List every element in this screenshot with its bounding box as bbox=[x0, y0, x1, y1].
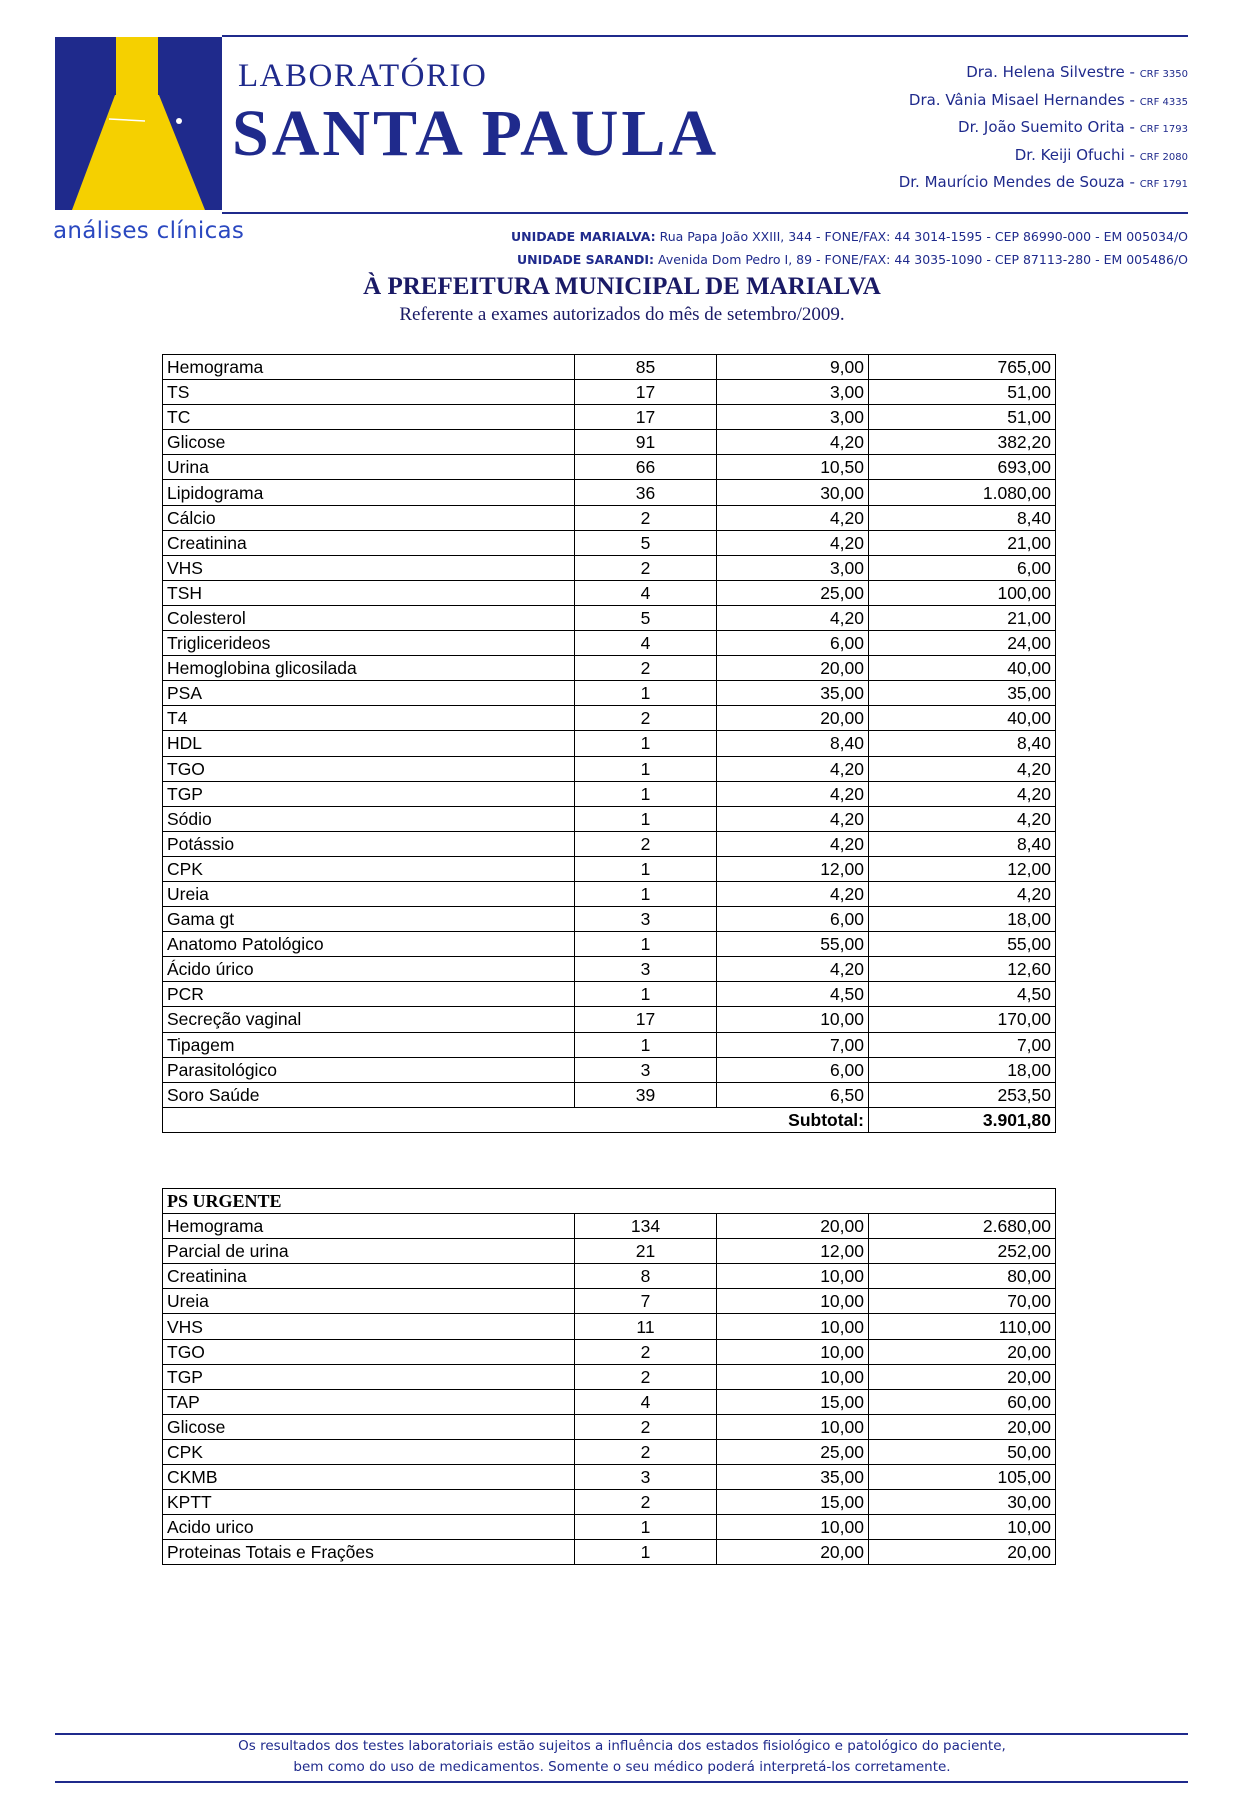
table-row bbox=[163, 530, 1056, 555]
table-row bbox=[163, 1339, 1056, 1364]
subtotal-row bbox=[163, 1107, 1056, 1132]
cell-total: 35,00 bbox=[869, 681, 1056, 706]
cell-qty: 3 bbox=[575, 1465, 717, 1490]
cell-name: Parasitológico bbox=[163, 1057, 575, 1082]
cell-total: 80,00 bbox=[869, 1264, 1056, 1289]
cell-name: Triglicerideos bbox=[163, 631, 575, 656]
unit-address: UNIDADE MARIALVA: Rua Papa João XXIII, 344 - FONE/FAX: 44 3014-1595 - CEP 86990-000 - EM 005034/O bbox=[510, 229, 1188, 244]
cell-unit: 4,20 bbox=[717, 957, 869, 982]
cell-qty: 1 bbox=[575, 781, 717, 806]
cell-total: 8,40 bbox=[869, 731, 1056, 756]
cell-unit: 15,00 bbox=[717, 1490, 869, 1515]
cell-total: 21,00 bbox=[869, 530, 1056, 555]
cell-unit: 4,20 bbox=[717, 605, 869, 630]
table-row bbox=[163, 932, 1056, 957]
table-row bbox=[163, 982, 1056, 1007]
cell-name: Anatomo Patológico bbox=[163, 932, 575, 957]
cell-unit: 4,20 bbox=[717, 881, 869, 906]
cell-name: CPK bbox=[163, 1439, 575, 1464]
footer-disclaimer bbox=[0, 1736, 1244, 1778]
table-row bbox=[163, 380, 1056, 405]
cell-name: VHS bbox=[163, 1314, 575, 1339]
cell-unit: 10,00 bbox=[717, 1364, 869, 1389]
cell-qty: 36 bbox=[575, 480, 717, 505]
table-row bbox=[163, 1439, 1056, 1464]
cell-unit: 4,20 bbox=[717, 831, 869, 856]
table-row bbox=[163, 580, 1056, 605]
cell-qty: 5 bbox=[575, 605, 717, 630]
section-heading: PS URGENTE bbox=[163, 1189, 1056, 1214]
lab-prefix: LABORATÓRIO bbox=[238, 58, 488, 94]
cell-name: Lipidograma bbox=[163, 480, 575, 505]
lab-name: SANTA PAULA bbox=[232, 97, 720, 170]
cell-qty: 1 bbox=[575, 1032, 717, 1057]
cell-qty: 21 bbox=[575, 1239, 717, 1264]
footer-line: bem como do uso de medicamentos. Somente o seu médico poderá interpretá-los corretamente. bbox=[293, 1759, 951, 1775]
cell-total: 4,20 bbox=[869, 881, 1056, 906]
cell-qty: 2 bbox=[575, 1414, 717, 1439]
cell-total: 24,00 bbox=[869, 631, 1056, 656]
cell-unit: 55,00 bbox=[717, 932, 869, 957]
cell-name: TSH bbox=[163, 580, 575, 605]
cell-unit: 9,00 bbox=[717, 355, 869, 380]
cell-unit: 12,00 bbox=[717, 856, 869, 881]
cell-name: Colesterol bbox=[163, 605, 575, 630]
cell-total: 4,20 bbox=[869, 756, 1056, 781]
cell-qty: 85 bbox=[575, 355, 717, 380]
table-row bbox=[163, 1364, 1056, 1389]
cell-qty: 1 bbox=[575, 681, 717, 706]
cell-total: 105,00 bbox=[869, 1465, 1056, 1490]
cell-name: Secreção vaginal bbox=[163, 1007, 575, 1032]
cell-name: T4 bbox=[163, 706, 575, 731]
cell-qty: 39 bbox=[575, 1082, 717, 1107]
cell-unit: 25,00 bbox=[717, 1439, 869, 1464]
cell-name: TAP bbox=[163, 1389, 575, 1414]
cell-name: Creatinina bbox=[163, 530, 575, 555]
table-row bbox=[163, 1057, 1056, 1082]
flask-icon bbox=[55, 37, 222, 210]
cell-unit: 4,20 bbox=[717, 781, 869, 806]
footer-bottom-rule bbox=[55, 1781, 1188, 1783]
cell-total: 18,00 bbox=[869, 907, 1056, 932]
cell-total: 50,00 bbox=[869, 1439, 1056, 1464]
cell-name: Parcial de urina bbox=[163, 1239, 575, 1264]
cell-qty: 2 bbox=[575, 831, 717, 856]
table-row bbox=[163, 1314, 1056, 1339]
cell-total: 18,00 bbox=[869, 1057, 1056, 1082]
table-row bbox=[163, 605, 1056, 630]
cell-unit: 3,00 bbox=[717, 380, 869, 405]
cell-unit: 10,00 bbox=[717, 1414, 869, 1439]
cell-name: KPTT bbox=[163, 1490, 575, 1515]
table-row bbox=[163, 1465, 1056, 1490]
cell-name: PSA bbox=[163, 681, 575, 706]
cell-name: Glicose bbox=[163, 1414, 575, 1439]
cell-total: 51,00 bbox=[869, 380, 1056, 405]
cell-qty: 3 bbox=[575, 1057, 717, 1082]
cell-unit: 4,20 bbox=[717, 430, 869, 455]
cell-qty: 11 bbox=[575, 1314, 717, 1339]
table-row bbox=[163, 505, 1056, 530]
cell-qty: 17 bbox=[575, 1007, 717, 1032]
cell-qty: 7 bbox=[575, 1289, 717, 1314]
cell-total: 4,50 bbox=[869, 982, 1056, 1007]
cell-unit: 4,20 bbox=[717, 756, 869, 781]
cell-unit: 4,20 bbox=[717, 505, 869, 530]
cell-unit: 10,00 bbox=[717, 1314, 869, 1339]
cell-name: Acido urico bbox=[163, 1515, 575, 1540]
cell-name: TC bbox=[163, 405, 575, 430]
lab-logo bbox=[55, 37, 222, 210]
table-row bbox=[163, 731, 1056, 756]
exams-table bbox=[162, 354, 1056, 1133]
cell-unit: 4,20 bbox=[717, 806, 869, 831]
cell-qty: 8 bbox=[575, 1264, 717, 1289]
table-row bbox=[163, 405, 1056, 430]
cell-qty: 134 bbox=[575, 1214, 717, 1239]
subtotal-blank bbox=[163, 1107, 717, 1132]
cell-name: Gama gt bbox=[163, 907, 575, 932]
table-row bbox=[163, 1214, 1056, 1239]
subtotal-value: 3.901,80 bbox=[869, 1107, 1056, 1132]
cell-total: 382,20 bbox=[869, 430, 1056, 455]
cell-name: TS bbox=[163, 380, 575, 405]
cell-unit: 20,00 bbox=[717, 1214, 869, 1239]
footer-line: Os resultados dos testes laboratoriais estão sujeitos a influência dos estados fisiológico e patológico do paciente, bbox=[238, 1738, 1006, 1754]
cell-unit: 4,50 bbox=[717, 982, 869, 1007]
cell-qty: 2 bbox=[575, 1364, 717, 1389]
doctors-list bbox=[899, 60, 1188, 198]
cell-name: Hemograma bbox=[163, 1214, 575, 1239]
cell-unit: 10,50 bbox=[717, 455, 869, 480]
cell-unit: 10,00 bbox=[717, 1339, 869, 1364]
table-row bbox=[163, 1515, 1056, 1540]
table-row bbox=[163, 1289, 1056, 1314]
cell-qty: 2 bbox=[575, 555, 717, 580]
cell-unit: 4,20 bbox=[717, 530, 869, 555]
doctor-entry: Dr. Keiji Ofuchi - CRF 2080 bbox=[1014, 145, 1188, 164]
cell-qty: 1 bbox=[575, 881, 717, 906]
cell-name: CKMB bbox=[163, 1465, 575, 1490]
cell-total: 4,20 bbox=[869, 781, 1056, 806]
table-row bbox=[163, 781, 1056, 806]
cell-qty: 2 bbox=[575, 656, 717, 681]
cell-total: 1.080,00 bbox=[869, 480, 1056, 505]
cell-name: Urina bbox=[163, 455, 575, 480]
cell-total: 765,00 bbox=[869, 355, 1056, 380]
cell-total: 55,00 bbox=[869, 932, 1056, 957]
table-row bbox=[163, 555, 1056, 580]
cell-qty: 1 bbox=[575, 856, 717, 881]
cell-total: 12,00 bbox=[869, 856, 1056, 881]
cell-qty: 3 bbox=[575, 957, 717, 982]
table-row bbox=[163, 907, 1056, 932]
cell-unit: 3,00 bbox=[717, 405, 869, 430]
cell-name: Hemograma bbox=[163, 355, 575, 380]
cell-total: 6,00 bbox=[869, 555, 1056, 580]
header-top-rule bbox=[222, 35, 1188, 37]
table-row bbox=[163, 656, 1056, 681]
doctor-entry: Dra. Helena Silvestre - CRF 3350 bbox=[966, 63, 1188, 81]
cell-total: 100,00 bbox=[869, 580, 1056, 605]
cell-unit: 15,00 bbox=[717, 1389, 869, 1414]
subtotal-label: Subtotal: bbox=[717, 1107, 869, 1132]
cell-unit: 12,00 bbox=[717, 1239, 869, 1264]
cell-name: TGO bbox=[163, 756, 575, 781]
cell-total: 8,40 bbox=[869, 831, 1056, 856]
document-title: À PREFEITURA MUNICIPAL DE MARIALVA bbox=[363, 273, 881, 300]
cell-unit: 10,00 bbox=[717, 1515, 869, 1540]
table-row bbox=[163, 355, 1056, 380]
cell-total: 252,00 bbox=[869, 1239, 1056, 1264]
table-row bbox=[163, 455, 1056, 480]
cell-qty: 4 bbox=[575, 1389, 717, 1414]
table-row bbox=[163, 831, 1056, 856]
ps-urgente-table bbox=[162, 1188, 1056, 1565]
cell-unit: 35,00 bbox=[717, 681, 869, 706]
cell-qty: 4 bbox=[575, 631, 717, 656]
cell-unit: 7,00 bbox=[717, 1032, 869, 1057]
cell-qty: 2 bbox=[575, 1439, 717, 1464]
cell-total: 40,00 bbox=[869, 706, 1056, 731]
cell-total: 51,00 bbox=[869, 405, 1056, 430]
cell-total: 30,00 bbox=[869, 1490, 1056, 1515]
cell-unit: 6,50 bbox=[717, 1082, 869, 1107]
cell-qty: 2 bbox=[575, 505, 717, 530]
cell-name: Creatinina bbox=[163, 1264, 575, 1289]
cell-qty: 1 bbox=[575, 1540, 717, 1565]
cell-unit: 10,00 bbox=[717, 1007, 869, 1032]
table-row bbox=[163, 1082, 1056, 1107]
cell-total: 253,50 bbox=[869, 1082, 1056, 1107]
table-row bbox=[163, 1239, 1056, 1264]
cell-qty: 5 bbox=[575, 530, 717, 555]
table-row bbox=[163, 1414, 1056, 1439]
cell-name: CPK bbox=[163, 856, 575, 881]
cell-name: Ureia bbox=[163, 1289, 575, 1314]
cell-total: 693,00 bbox=[869, 455, 1056, 480]
cell-name: TGO bbox=[163, 1339, 575, 1364]
cell-total: 40,00 bbox=[869, 656, 1056, 681]
cell-total: 110,00 bbox=[869, 1314, 1056, 1339]
cell-name: Tipagem bbox=[163, 1032, 575, 1057]
header-bottom-rule bbox=[222, 212, 1188, 214]
cell-qty: 1 bbox=[575, 1515, 717, 1540]
table-row bbox=[163, 881, 1056, 906]
table-row bbox=[163, 681, 1056, 706]
cell-total: 12,60 bbox=[869, 957, 1056, 982]
table-row bbox=[163, 856, 1056, 881]
cell-total: 8,40 bbox=[869, 505, 1056, 530]
cell-total: 4,20 bbox=[869, 806, 1056, 831]
table-row bbox=[163, 1540, 1056, 1565]
table-row bbox=[163, 806, 1056, 831]
cell-unit: 6,00 bbox=[717, 631, 869, 656]
cell-unit: 6,00 bbox=[717, 1057, 869, 1082]
units-list bbox=[511, 225, 1188, 271]
cell-qty: 66 bbox=[575, 455, 717, 480]
cell-unit: 8,40 bbox=[717, 731, 869, 756]
cell-name: Glicose bbox=[163, 430, 575, 455]
cell-name: Hemoglobina glicosilada bbox=[163, 656, 575, 681]
cell-name: VHS bbox=[163, 555, 575, 580]
cell-total: 21,00 bbox=[869, 605, 1056, 630]
document-subtitle: Referente a exames autorizados do mês de setembro/2009. bbox=[399, 304, 845, 325]
cell-qty: 1 bbox=[575, 806, 717, 831]
cell-qty: 17 bbox=[575, 380, 717, 405]
doctor-entry: Dr. Maurício Mendes de Souza - CRF 1791 bbox=[898, 173, 1188, 191]
table-row bbox=[163, 706, 1056, 731]
table-row bbox=[163, 430, 1056, 455]
table-row bbox=[163, 756, 1056, 781]
cell-qty: 1 bbox=[575, 982, 717, 1007]
cell-name: HDL bbox=[163, 731, 575, 756]
footer-top-rule bbox=[55, 1733, 1188, 1735]
cell-qty: 1 bbox=[575, 731, 717, 756]
table-row bbox=[163, 1032, 1056, 1057]
cell-total: 2.680,00 bbox=[869, 1214, 1056, 1239]
table-row bbox=[163, 957, 1056, 982]
cell-name: TGP bbox=[163, 781, 575, 806]
cell-name: Proteinas Totais e Frações bbox=[163, 1540, 575, 1565]
table-row bbox=[163, 1264, 1056, 1289]
cell-name: Potássio bbox=[163, 831, 575, 856]
cell-unit: 10,00 bbox=[717, 1264, 869, 1289]
table-row bbox=[163, 631, 1056, 656]
cell-name: TGP bbox=[163, 1364, 575, 1389]
cell-name: Soro Saúde bbox=[163, 1082, 575, 1107]
cell-qty: 1 bbox=[575, 756, 717, 781]
section-heading-row bbox=[163, 1189, 1056, 1214]
table-row bbox=[163, 1389, 1056, 1414]
cell-total: 20,00 bbox=[869, 1364, 1056, 1389]
cell-total: 20,00 bbox=[869, 1339, 1056, 1364]
cell-unit: 30,00 bbox=[717, 480, 869, 505]
cell-unit: 6,00 bbox=[717, 907, 869, 932]
doctor-entry: Dr. João Suemito Orita - CRF 1793 bbox=[958, 118, 1188, 136]
cell-name: PCR bbox=[163, 982, 575, 1007]
cell-name: Sódio bbox=[163, 806, 575, 831]
cell-total: 10,00 bbox=[869, 1515, 1056, 1540]
cell-total: 60,00 bbox=[869, 1389, 1056, 1414]
cell-unit: 20,00 bbox=[717, 656, 869, 681]
cell-unit: 20,00 bbox=[717, 706, 869, 731]
cell-unit: 20,00 bbox=[717, 1540, 869, 1565]
unit-address: UNIDADE SARANDI: Avenida Dom Pedro I, 89 - FONE/FAX: 44 3035-1090 - CEP 87113-280 - EM 005486/O bbox=[517, 252, 1188, 267]
cell-total: 70,00 bbox=[869, 1289, 1056, 1314]
cell-total: 170,00 bbox=[869, 1007, 1056, 1032]
cell-qty: 2 bbox=[575, 1339, 717, 1364]
cell-unit: 10,00 bbox=[717, 1289, 869, 1314]
cell-qty: 2 bbox=[575, 1490, 717, 1515]
table-row bbox=[163, 1007, 1056, 1032]
cell-total: 7,00 bbox=[869, 1032, 1056, 1057]
cell-qty: 1 bbox=[575, 932, 717, 957]
lab-tagline: análises clínicas bbox=[53, 218, 245, 244]
cell-unit: 3,00 bbox=[717, 555, 869, 580]
cell-total: 20,00 bbox=[869, 1540, 1056, 1565]
cell-unit: 25,00 bbox=[717, 580, 869, 605]
cell-qty: 3 bbox=[575, 907, 717, 932]
cell-qty: 2 bbox=[575, 706, 717, 731]
table-row bbox=[163, 480, 1056, 505]
cell-qty: 4 bbox=[575, 580, 717, 605]
cell-name: Cálcio bbox=[163, 505, 575, 530]
cell-name: Ácido úrico bbox=[163, 957, 575, 982]
doctor-entry: Dra. Vânia Misael Hernandes - CRF 4335 bbox=[908, 90, 1188, 109]
table-row bbox=[163, 1490, 1056, 1515]
cell-qty: 17 bbox=[575, 405, 717, 430]
cell-name: Ureia bbox=[163, 881, 575, 906]
cell-total: 20,00 bbox=[869, 1414, 1056, 1439]
cell-unit: 35,00 bbox=[717, 1465, 869, 1490]
cell-qty: 91 bbox=[575, 430, 717, 455]
